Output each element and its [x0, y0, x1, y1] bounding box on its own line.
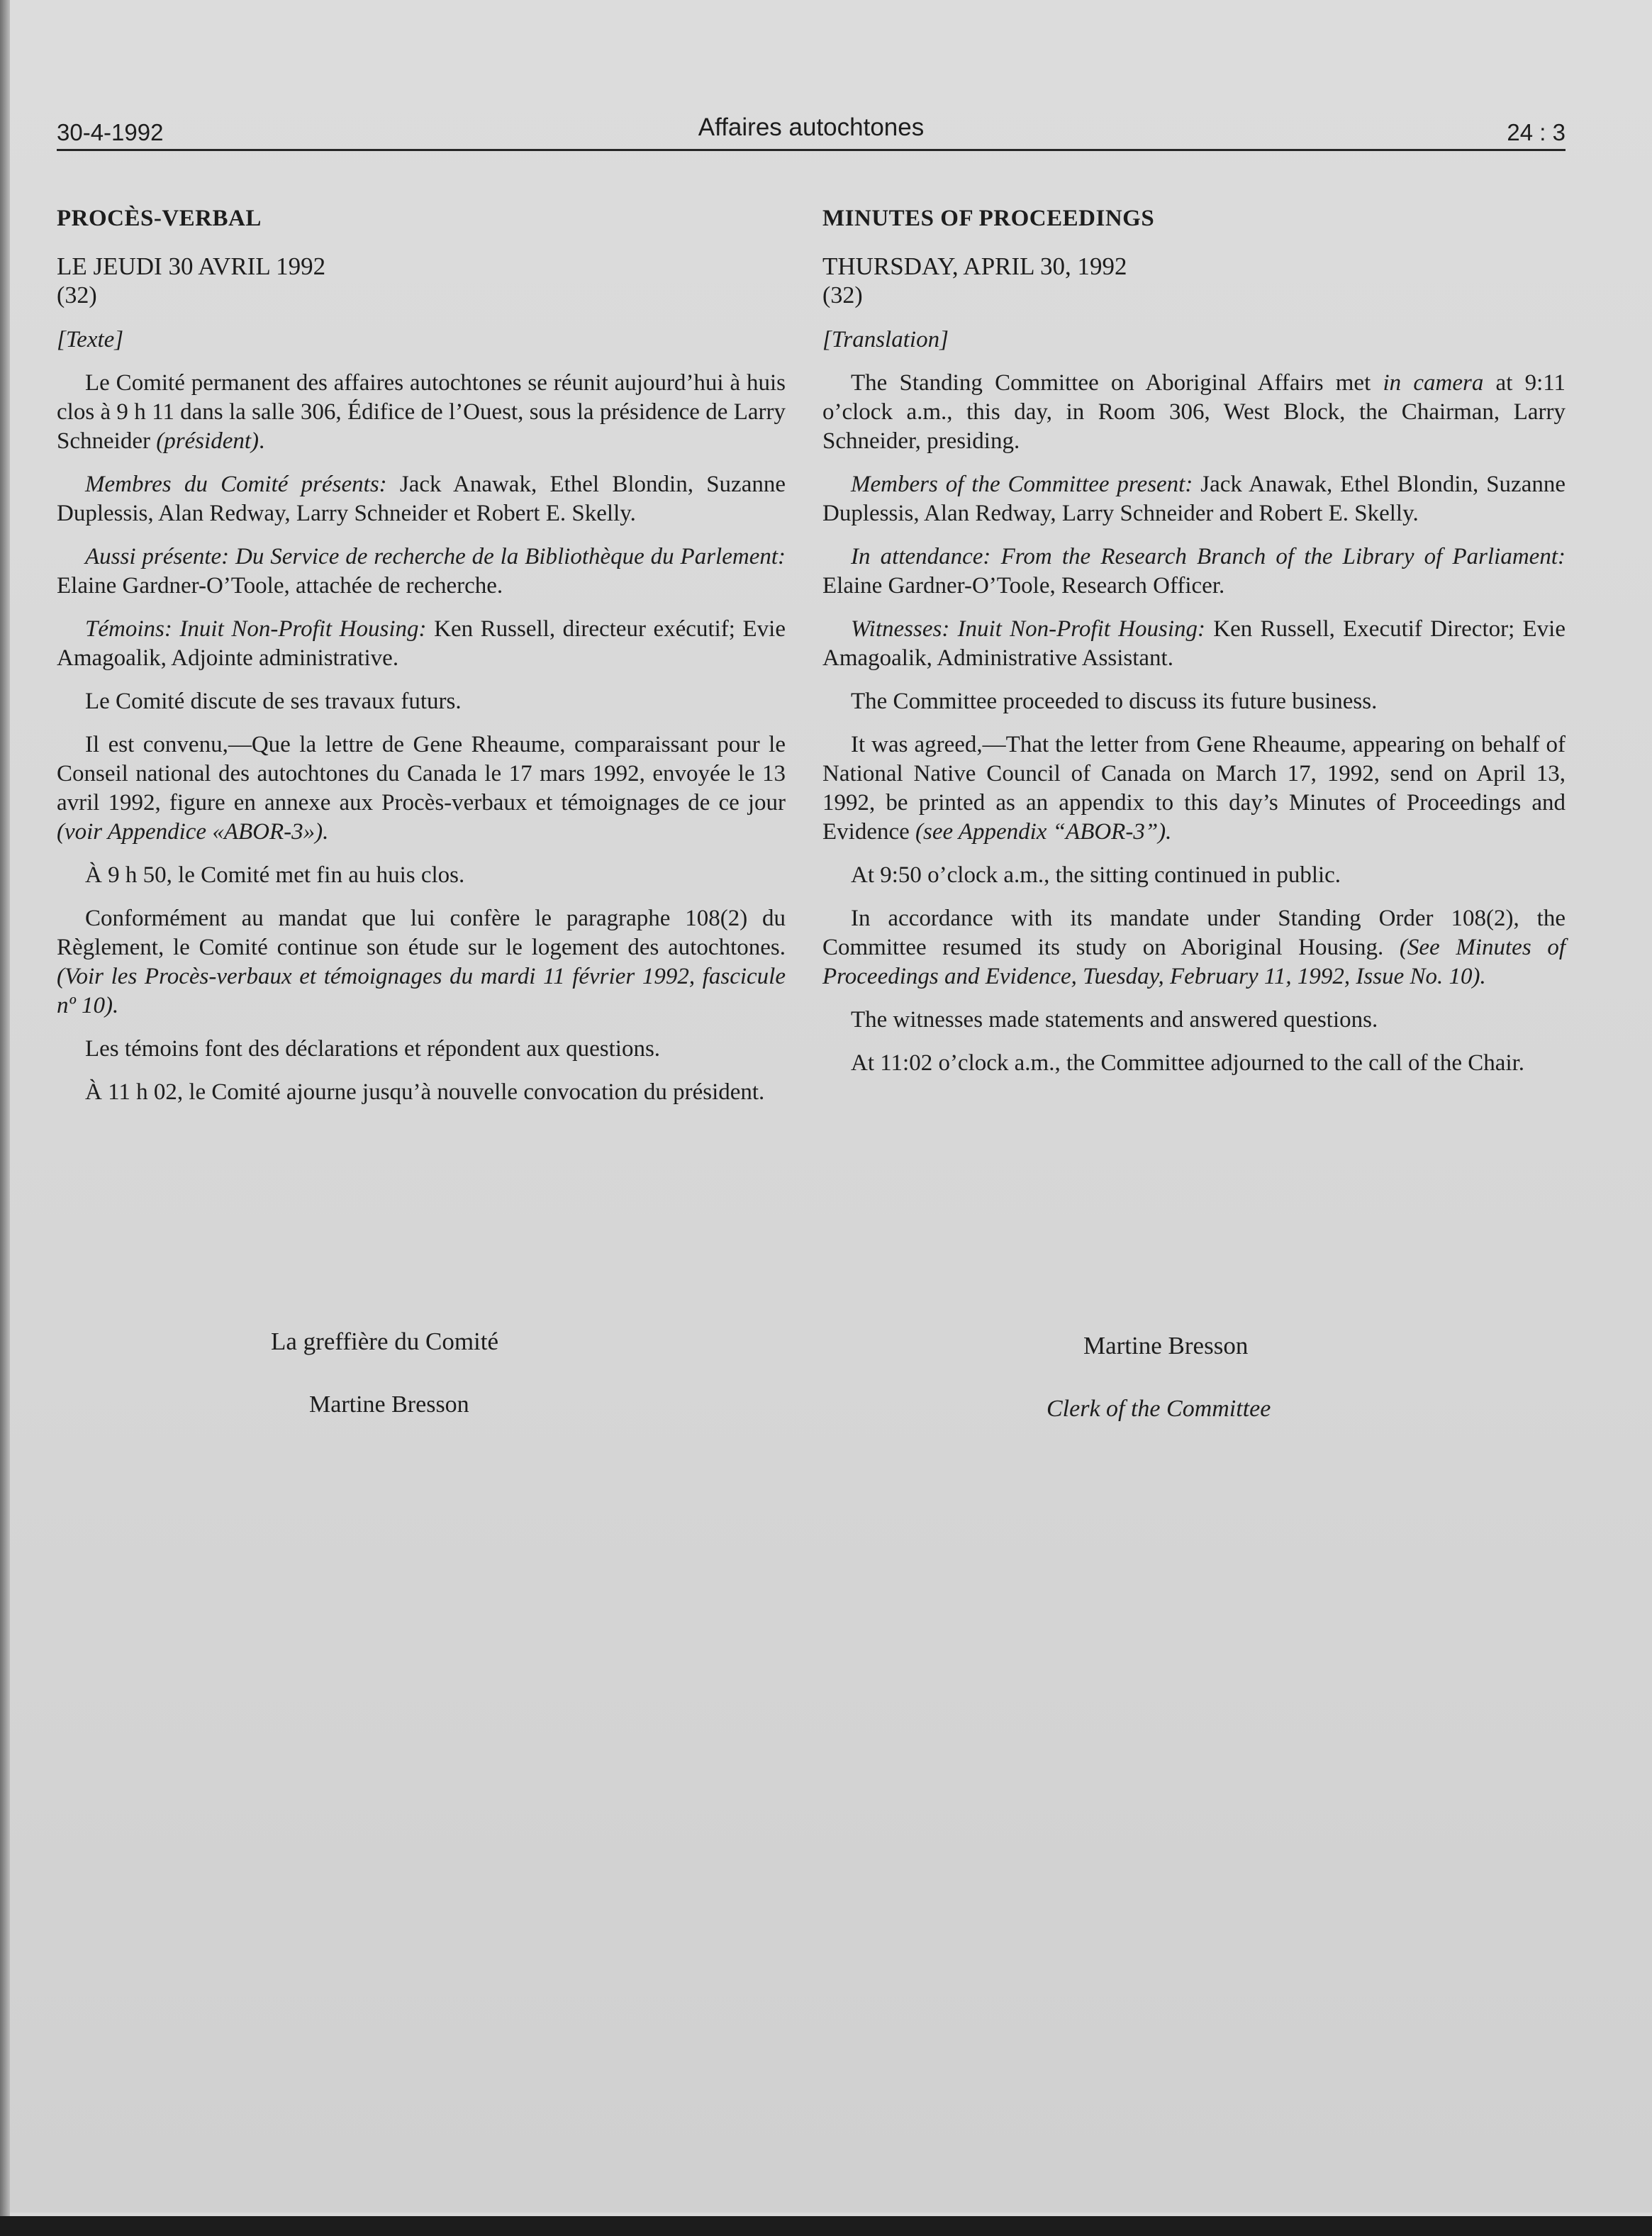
running-header — [57, 113, 1566, 151]
english-witnesses-paragraph: Witnesses: Inuit Non-Profit Housing: Ken Russell, Executif Director; Evie Amagoalik, Administrative Assistant. — [822, 616, 1566, 671]
english-future-business-paragraph: The Committee proceeded to discuss its future business. — [851, 689, 1378, 714]
header-title: Affaires autochtones — [698, 113, 925, 141]
french-attendance-paragraph: Aussi présente: Du Service de recherche de la Bibliothèque du Parlement: Elaine Gardner-O’Toole, attachée de recherche. — [57, 544, 786, 599]
english-public-session-paragraph: At 9:50 o’clock a.m., the sitting continued in public. — [851, 862, 1341, 888]
french-date: LE JEUDI 30 AVRIL 1992 — [57, 252, 326, 280]
english-members-paragraph: Members of the Committee present: Jack Anawak, Ethel Blondin, Suzanne Duplessis, Alan Redway, Larry Schneider and Robert E. Skelly. — [822, 472, 1566, 526]
header-date: 30-4-1992 — [57, 119, 164, 145]
english-mandate-paragraph: In accordance with its mandate under Standing Order 108(2), the Committee resumed its study on Aboriginal Housing. (See Minutes of Proceedings and Evidence, Tuesday, February 11, 1992, Issue No. 10). — [822, 906, 1566, 989]
french-column — [57, 204, 786, 1121]
french-adjournment-paragraph: À 11 h 02, le Comité ajourne jusqu’à nouvelle convocation du président. — [85, 1079, 765, 1105]
french-future-business-paragraph: Le Comité discute de ses travaux futurs. — [85, 689, 462, 714]
french-agreed-paragraph: Il est convenu,—Que la lettre de Gene Rheaume, comparaissant pour le Conseil national des autochtones du Canada le 17 mars 1992, envoyée le 13 avril 1992, figure en annexe aux Procès-verbaux et témoignages de ce jour (voir Appendice «ABOR-3»). — [57, 732, 786, 845]
french-members-paragraph: Membres du Comité présents: Jack Anawak, Ethel Blondin, Suzanne Duplessis, Alan Redway, Larry Schneider et Robert E. Skelly. — [57, 472, 786, 526]
english-signature-name: Martine Bresson — [1083, 1332, 1249, 1359]
french-sitting-number: (32) — [57, 282, 97, 308]
french-witnesses-paragraph: Témoins: Inuit Non-Profit Housing: Ken Russell, directeur exécutif; Evie Amagoalik, Adjointe administrative. — [57, 616, 786, 671]
french-signature-name: Martine Bresson — [309, 1391, 469, 1418]
english-heading: MINUTES OF PROCEEDINGS — [822, 206, 1155, 231]
french-heading: PROCÈS-VERBAL — [57, 206, 262, 231]
english-adjournment-paragraph: At 11:02 o’clock a.m., the Committee adjourned to the call of the Chair. — [851, 1050, 1525, 1076]
english-text-marker: [Translation] — [822, 327, 949, 352]
english-signature-title: Clerk of the Committee — [1047, 1396, 1271, 1422]
book-spine — [0, 0, 10, 2236]
page-bottom-edge — [0, 2216, 1652, 2236]
english-opening-paragraph: The Standing Committee on Aboriginal Affairs met in camera at 9:11 o’clock a.m., this day, in Room 306, West Block, the Chairman, Larry Schneider, presiding. — [822, 370, 1566, 454]
english-attendance-paragraph: In attendance: From the Research Branch of the Library of Parliament: Elaine Gardner-O’Toole, Research Officer. — [822, 544, 1566, 599]
french-text-marker: [Texte] — [57, 327, 124, 352]
french-opening-paragraph: Le Comité permanent des affaires autochtones se réunit aujourd’hui à huis clos à 9 h 11 dans la salle 306, Édifice de l’Ouest, sous la présidence de Larry Schneider (président). — [57, 370, 786, 454]
french-camera-close-paragraph: À 9 h 50, le Comité met fin au huis clos. — [85, 862, 465, 888]
document-page — [10, 0, 1652, 2213]
english-column — [822, 204, 1566, 1092]
french-mandate-paragraph: Conformément au mandat que lui confère le paragraphe 108(2) du Règlement, le Comité continue son étude sur le logement des autochtones. (Voir les Procès-verbaux et témoignages du mardi 11 février 1992, fascicule nº 10). — [57, 906, 786, 1018]
english-sitting-number: (32) — [822, 282, 863, 308]
french-signature-title: La greffière du Comité — [271, 1328, 499, 1355]
english-date: THURSDAY, APRIL 30, 1992 — [822, 252, 1127, 280]
english-agreed-paragraph: It was agreed,—That the letter from Gene Rheaume, appearing on behalf of National Native Council of Canada on March 17, 1992, send on April 13, 1992, be printed as an appendix to this day’s Minutes of Proceedings and Evidence (see Appendix “ABOR-3”). — [822, 732, 1566, 845]
english-statements-paragraph: The witnesses made statements and answered questions. — [851, 1007, 1378, 1033]
header-page-number: 24 : 3 — [1507, 119, 1566, 145]
french-statements-paragraph: Les témoins font des déclarations et répondent aux questions. — [85, 1036, 661, 1062]
